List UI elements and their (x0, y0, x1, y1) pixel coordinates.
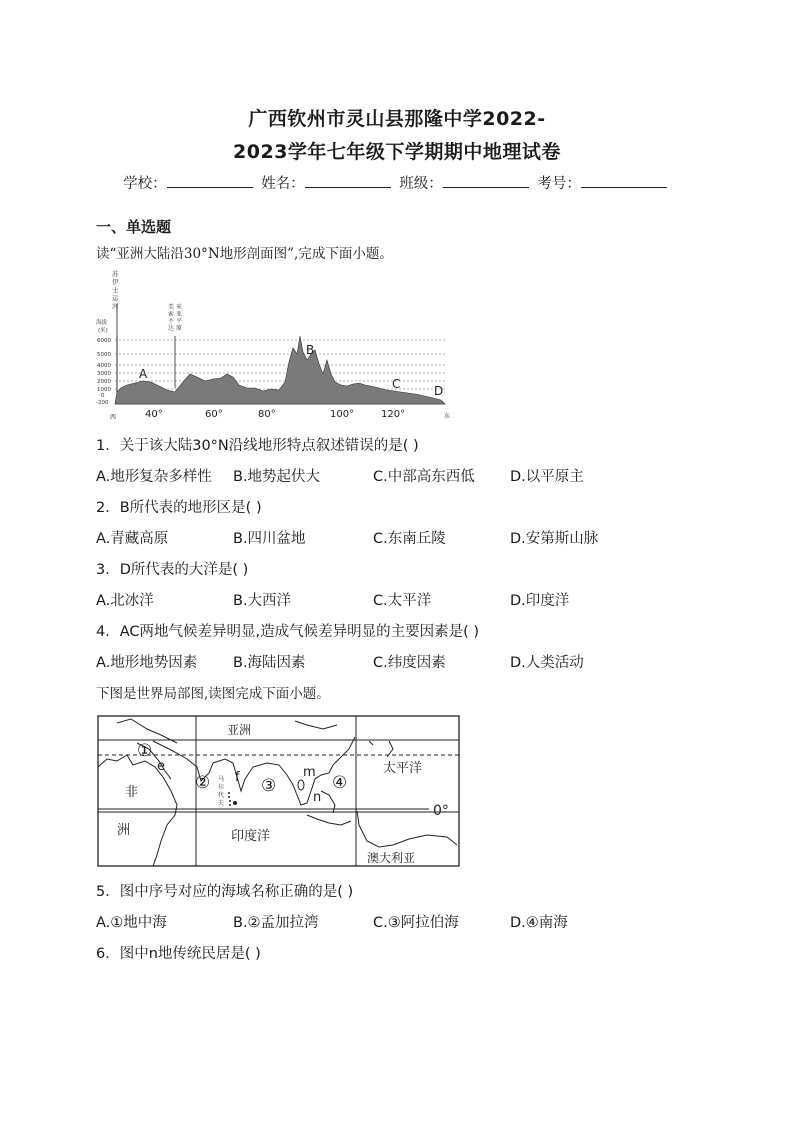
marker-2: ② (195, 773, 211, 793)
svg-text:80°: 80° (258, 409, 276, 420)
question-5: 5．图中序号对应的海域名称正确的是( ) (96, 884, 354, 900)
west-label: 西 (110, 414, 117, 421)
letter-e: e (157, 759, 165, 774)
intro-map: 下图是世界局部图,读图完成下面小题。 (96, 686, 330, 702)
pacific-label: 太平洋 (383, 761, 423, 776)
svg-text:6000: 6000 (97, 338, 111, 344)
svg-text:0: 0 (101, 393, 105, 399)
q3-option-a[interactable]: A.北冰洋 (96, 593, 154, 609)
x-axis-ticks (145, 409, 405, 420)
y-axis-ticks (96, 338, 111, 406)
q2-option-c[interactable]: C.东南丘陵 (373, 531, 446, 547)
letter-n: n (313, 790, 322, 805)
q3-option-d[interactable]: D.印度洋 (510, 593, 570, 609)
svg-text:1000: 1000 (97, 387, 111, 393)
name-blank[interactable] (305, 173, 391, 188)
class-blank[interactable] (443, 173, 529, 188)
number-blank[interactable] (581, 173, 667, 188)
question-1: 1．关于该大陆30°N沿线地形特点叙述错误的是( ) (96, 438, 419, 454)
marker-3: ③ (261, 776, 277, 796)
svg-text:(米): (米) (98, 328, 108, 334)
number-label: 考号： (537, 176, 581, 192)
question-3: 3．D所代表的大洋是( ) (96, 562, 249, 578)
letter-f: f (235, 770, 240, 785)
svg-text:-200: -200 (96, 400, 109, 406)
svg-text:米亚平原: 米亚平原 (176, 304, 183, 332)
q1-option-b[interactable]: B.地势起伏大 (233, 469, 321, 485)
equator-degree-label: 0° (433, 803, 449, 819)
q2-option-a[interactable]: A.青藏高原 (96, 531, 169, 547)
intro-profile: 读“亚洲大陆沿30°N地形剖面图”,完成下面小题。 (96, 246, 393, 262)
svg-text:5000: 5000 (97, 352, 111, 358)
svg-text:60°: 60° (205, 409, 223, 420)
asia-label: 亚洲 (227, 723, 252, 737)
class-label: 班级： (399, 176, 443, 192)
letter-m: m (303, 765, 316, 780)
east-label: 东 (444, 413, 451, 420)
q5-option-c[interactable]: C.③阿拉伯海 (373, 915, 459, 931)
world-partial-map (97, 715, 461, 868)
suez-canal-label: 苏伊士运河 (112, 270, 119, 310)
africa-label-1: 非 (125, 785, 139, 800)
q3-option-c[interactable]: C.太平洋 (373, 593, 432, 609)
q5-option-b[interactable]: B.②孟加拉湾 (233, 915, 319, 931)
profile-point-c: C (392, 377, 401, 391)
terrain-profile-figure (95, 264, 460, 424)
q2-option-d[interactable]: D.安第斯山脉 (510, 531, 599, 547)
q4-option-d[interactable]: D.人类活动 (510, 655, 584, 671)
exam-title-line2: 2023学年七年级下学期期中地理试卷 (233, 141, 561, 163)
svg-text:2000: 2000 (97, 379, 111, 385)
svg-text:3000: 3000 (97, 371, 111, 377)
q4-option-b[interactable]: B.海陆因素 (233, 655, 306, 671)
profile-point-a: A (139, 367, 148, 381)
terrain-profile-shape (115, 336, 445, 404)
q2-option-b[interactable]: B.四川盆地 (233, 531, 306, 547)
australia-label: 澳大利亚 (367, 851, 416, 865)
indian-ocean-label: 印度洋 (231, 829, 271, 844)
marker-4: ④ (332, 773, 348, 793)
q3-option-b[interactable]: B.大西洋 (233, 593, 292, 609)
question-6: 6．图中n地传统民居是( ) (96, 946, 261, 962)
map-frame (98, 716, 459, 866)
profile-point-d: D (434, 384, 444, 398)
svg-text:4000: 4000 (97, 363, 111, 369)
q1-option-d[interactable]: D.以平原主 (510, 469, 584, 485)
q4-option-c[interactable]: C.纬度因素 (373, 655, 446, 671)
africa-label-2: 洲 (117, 823, 131, 838)
q4-option-a[interactable]: A.地形地势因素 (96, 655, 198, 671)
maldives-label: 马尔代夫 (218, 776, 225, 807)
q5-option-d[interactable]: D.④南海 (510, 915, 568, 931)
question-2: 2．B所代表的地形区是( ) (96, 500, 262, 516)
svg-text:40°: 40° (145, 409, 163, 420)
q1-option-c[interactable]: C.中部高东西低 (373, 469, 475, 485)
name-label: 姓名： (261, 176, 305, 192)
profile-point-b: B (306, 343, 315, 357)
question-4: 4．AC两地气候差异明显,造成气候差异明显的主要因素是( ) (96, 624, 480, 640)
svg-text:120°: 120° (381, 409, 406, 420)
svg-text:100°: 100° (330, 409, 355, 420)
school-blank[interactable] (167, 173, 253, 188)
school-label: 学校： (123, 176, 167, 192)
q1-option-a[interactable]: A.地形复杂多样性 (96, 469, 212, 485)
mesopotamia-label: 美索不达 (168, 304, 175, 332)
q5-option-a[interactable]: A.①地中海 (96, 915, 167, 931)
exam-title-line1: 广西钦州市灵山县那隆中学2022- (248, 108, 546, 130)
section-heading: 一、单选题 (96, 218, 172, 236)
altitude-label: 海拔 (96, 320, 108, 326)
marker-1: ① (137, 741, 153, 761)
student-info-row (0, 172, 794, 193)
